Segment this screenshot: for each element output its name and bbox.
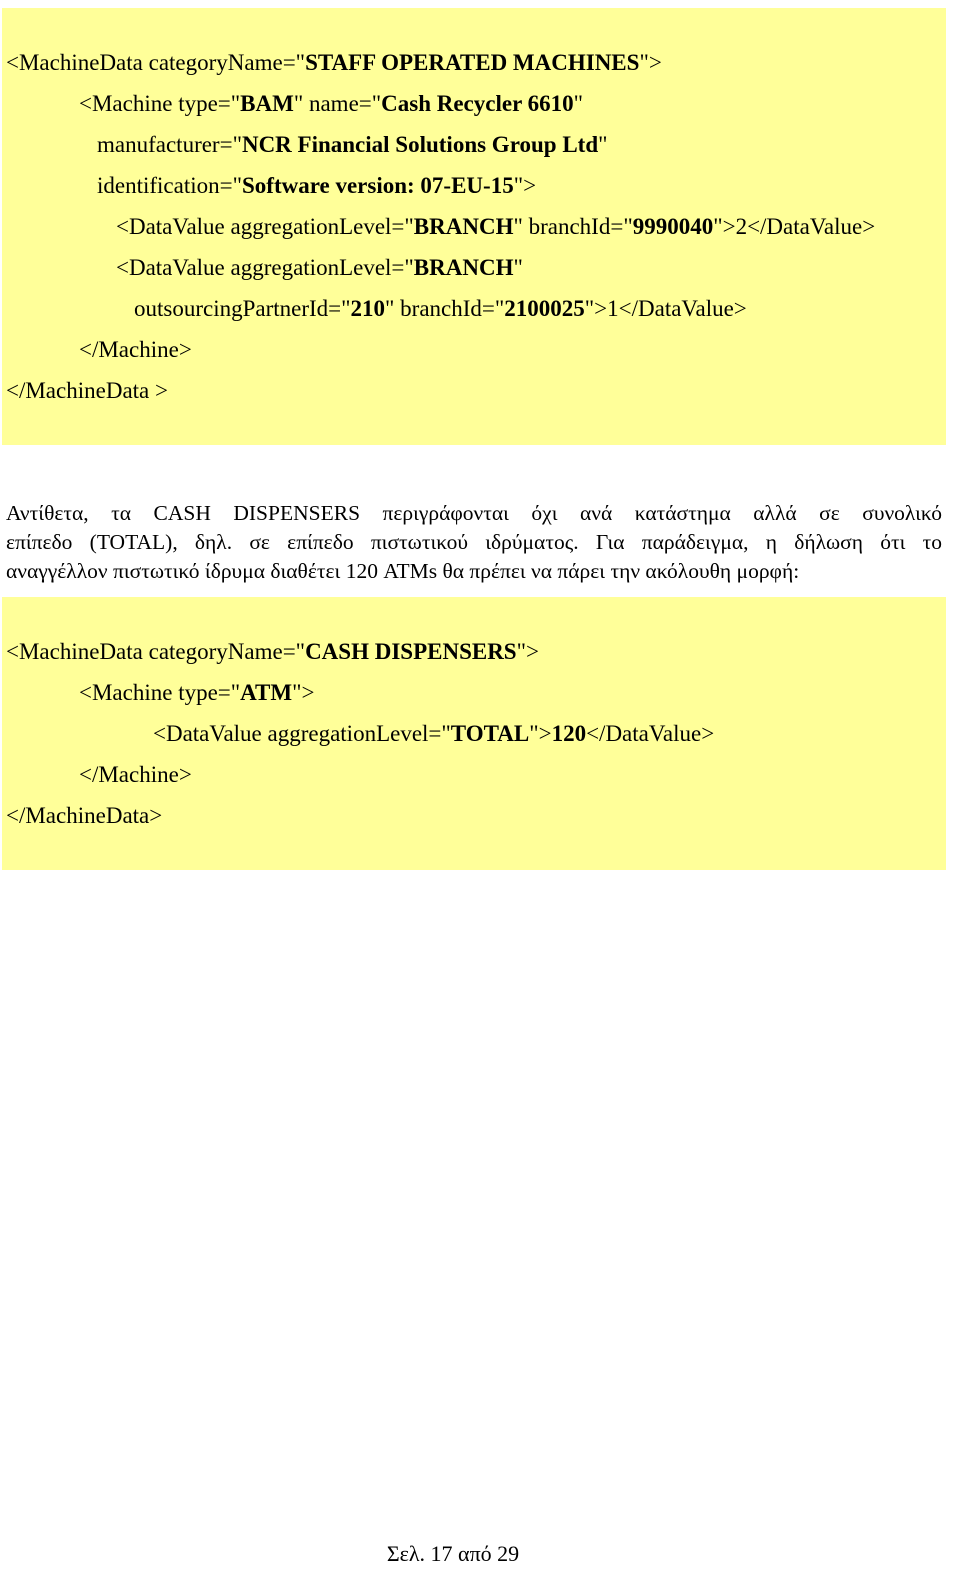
code-line: <Machine type="ATM"> <box>79 680 315 705</box>
code-line: </MachineData > <box>6 378 168 403</box>
code-line: </Machine> <box>79 337 192 362</box>
paragraph-line: αναγγέλλον πιστωτικό ίδρυμα διαθέτει 120 ATMs θα πρέπει να πάρει την ακόλουθη μορφή: <box>6 559 800 583</box>
code-line: <DataValue aggregationLevel="TOTAL">120</DataValue> <box>153 721 715 746</box>
paragraph-line: επίπεδο (TOTAL), δηλ. σε επίπεδο πιστωτικού ιδρύματος. Για παράδειγμα, η δήλωση ότι το <box>6 530 942 554</box>
xml-example-staff-operated <box>2 8 946 445</box>
code-line: <DataValue aggregationLevel="BRANCH" <box>116 255 523 280</box>
code-line: <MachineData categoryName="STAFF OPERATED MACHINES"> <box>6 50 662 75</box>
code-line: manufacturer="NCR Financial Solutions Group Ltd" <box>97 132 608 157</box>
code-line: outsourcingPartnerId="210" branchId="2100025">1</DataValue> <box>134 296 747 321</box>
explanatory-paragraph <box>6 499 942 586</box>
code-line: <Machine type="BAM" name="Cash Recycler 6610" <box>79 91 584 116</box>
code-line: </Machine> <box>79 762 192 787</box>
code-line: <MachineData categoryName="CASH DISPENSERS"> <box>6 639 539 664</box>
xml-example-cash-dispensers <box>2 597 946 870</box>
paragraph-line: Αντίθετα, τα CASH DISPENSERS περιγράφονται όχι ανά κατάστημα αλλά σε συνολικό <box>6 501 942 525</box>
page-number: Σελ. 17 από 29 <box>386 1541 520 1566</box>
code-line: </MachineData> <box>6 803 163 828</box>
code-line: <DataValue aggregationLevel="BRANCH" branchId="9990040">2</DataValue> <box>116 214 876 239</box>
code-line: identification="Software version: 07-EU-15"> <box>97 173 537 198</box>
